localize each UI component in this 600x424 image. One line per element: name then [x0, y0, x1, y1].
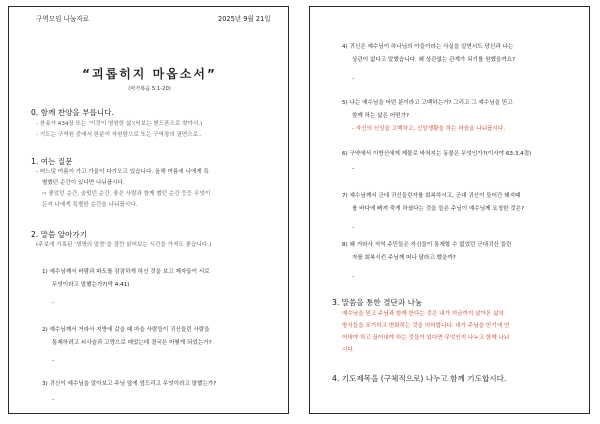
- question-6: 6) 구약에서 이방신에게 제물로 바쳐지는 동물은 무엇인가?(이사야 63:3,4절): [342, 151, 532, 157]
- section-3-heading: 3. 말씀을 통한 결단과 나눔: [332, 298, 423, 307]
- question-1-line-1: 1) 예수님께서 바람과 파도를 잠잠하게 하신 것을 보고 제자들이 서로: [42, 269, 210, 275]
- question-7-line-1: 7) 예수님께서 군대 귀신들린자를 회복하시고, 군대 귀신이 들어간 돼지떼: [342, 193, 521, 199]
- question-2-line-2: 통제하려고 쇠사슬과 고랑으로 매었는데 결국은 어떻게 되었는가?: [52, 340, 212, 346]
- question-4-line-2: 상관이 없다고 말했습니다. 왜 상관없는 관계가 되기를 원했을까요?: [352, 57, 516, 63]
- section-4-heading: 4. 기도제목을 (구체적으로) 나누고 함께 기도합시다.: [332, 374, 507, 383]
- question-2-line-1: 2) 예수님께서 거라사 지방에 갔을 때 마을 사람들이 귀신들린 사람을: [42, 327, 210, 333]
- section-3-line-4: 시다.: [342, 347, 355, 353]
- section-3-line-3: 어내야 하고 끊어내야 하는 것들이 있다면 무엇인지 나누고 함께 나눠: [342, 335, 510, 341]
- answer-8-blank: -: [352, 273, 355, 280]
- section-3-line-2: 방식들을 포기하고 변화하는 것을 의미합니다. 내가 주님을 믿기에 얻: [342, 323, 510, 329]
- section-2-intro: (주보에 기록된 ‘생명의 말씀’을 잠깐 읽어보는 시간을 가져도 좋습니다.): [36, 242, 212, 248]
- section-0-heading: 0. 함께 찬양을 부릅니다.: [31, 108, 114, 117]
- header-group-name: 구역모임 나눔자료: [36, 15, 90, 23]
- answer-1-blank: -: [52, 299, 55, 306]
- section-3-line-1: 예수님을 믿고 주님과 함께 한다는 것은 내가 지금까지 살아온 삶의: [342, 311, 504, 317]
- question-7-line-2: 를 바다에 빠져 죽게 하셨다는 것을 들은 주님이 예수님께 요청한 것은?: [352, 206, 525, 212]
- answer-6-blank: -: [352, 165, 355, 172]
- section-0-line-2: - 기도는 구역원 중에서 한분이 자원함으로 또는 구역장의 권면으로..: [36, 132, 202, 138]
- section-0-line-1: - 찬송가 434장 또는 ‘이것이 영원한 삶’(익보는 밴드폰으로 찾아서.): [36, 121, 203, 127]
- answer-3-blank: -: [52, 396, 55, 403]
- section-2-heading: 2. 말씀 알아가기: [31, 230, 88, 239]
- left-page: [8, 6, 289, 414]
- right-page: [309, 6, 590, 414]
- question-1-line-2: 무엇이라고 말했는가?(막 4:41): [52, 282, 130, 288]
- section-1-heading: 1. 여는 질문: [31, 157, 73, 166]
- answer-2-blank: -: [52, 357, 55, 364]
- answer-7-blank: -: [352, 224, 355, 231]
- question-4-line-1: 4) 귀신은 예수님이 하나님의 아들이라는 사실을 알면서도 당신과 나는: [342, 44, 514, 50]
- question-8-line-1: 8) 왜 거라사 지역 주민들은 자신들이 통제할 수 없었던 군대귀신 들린: [342, 242, 512, 248]
- section-1-line-1: - 어느덧 여름이 가고 가을이 다가오고 있습니다. 올해 여름에 나에게 특: [36, 169, 209, 175]
- section-1-line-2: 별했던 순간이 있다면 나눠봅시다.: [42, 180, 125, 186]
- answer-5-hint: - 자신의 신앙을 고백하고, 신앙생활을 하는 마음을 나눠봅시다.: [352, 126, 506, 132]
- header-date: 2025년 9월 21일: [218, 15, 271, 23]
- answer-4-blank: -: [352, 75, 355, 82]
- question-5-line-2: 함께 하는 삶은 어떤가?: [352, 113, 409, 119]
- section-1-line-4: 든지 나에게 특별한 순간을 나눠봅시다.: [42, 202, 138, 208]
- scripture-reference: (마가복음 5:1-20): [128, 86, 171, 92]
- question-8-line-2: 자를 회복시킨 주님께 떠나 달라고 했을까?: [352, 255, 456, 261]
- page-title: “괴롭히지 마옵소서”: [82, 67, 217, 81]
- section-1-line-3: ⇨ 좋았던 순간, 슬펐던 순간, 좋은 사람과 함께 했던 순간 등등 무엇이: [42, 191, 211, 197]
- question-5-line-1: 5) 나는 예수님을 어떤 분이라고 고백하는가? 그리고 그 예수님을 믿고: [342, 100, 513, 106]
- question-3: 3) 귀신이 예수님을 알아보고 주님 앞에 엎드리고 무엇이라고 말했는가?: [42, 381, 217, 387]
